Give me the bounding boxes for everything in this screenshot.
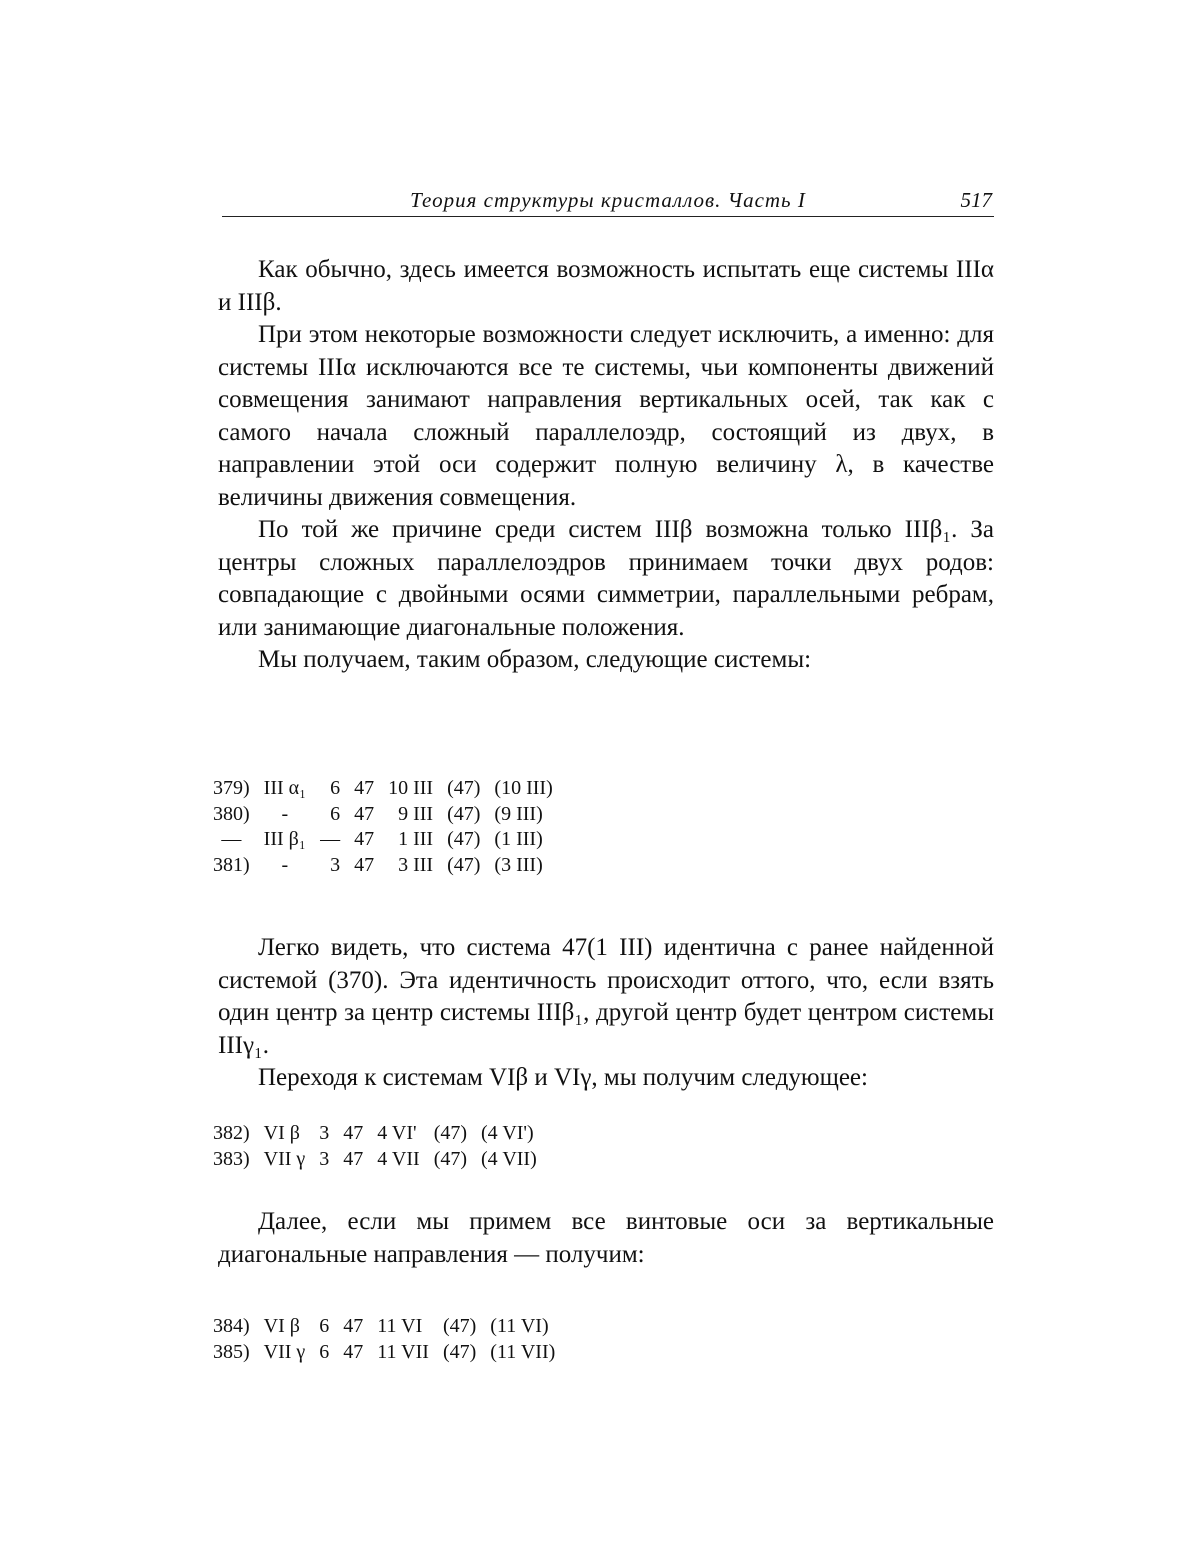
cell: (3 III) <box>494 853 566 879</box>
paragraph: Как обычно, здесь имеется возможность испытать еще системы IIIα и IIIβ. <box>218 254 994 319</box>
book-page <box>0 0 1200 1560</box>
paragraph: Переходя к системам VIβ и VIγ, мы получим следующее: <box>218 1062 994 1095</box>
systems-table-2 <box>213 1121 551 1172</box>
row-number: 385) <box>213 1340 264 1366</box>
cell: (47) <box>447 802 494 828</box>
cell: (4 VI') <box>481 1121 551 1147</box>
cell: 4 VII <box>377 1147 433 1173</box>
table-row <box>213 853 567 879</box>
system-symbol: III α₁ <box>264 776 320 802</box>
table-row <box>213 1314 569 1340</box>
cell: 6 <box>319 1340 343 1366</box>
system-symbol: VI β <box>264 1314 320 1340</box>
cell: 10 III <box>388 776 447 802</box>
cell: 47 <box>343 1340 377 1366</box>
row-number: 380) <box>213 802 264 828</box>
cell: 47 <box>354 802 388 828</box>
cell: 47 <box>354 776 388 802</box>
cell: 3 <box>319 1147 343 1173</box>
cell: 1 III <box>388 827 447 853</box>
cell: 47 <box>354 853 388 879</box>
cell: (4 VII) <box>481 1147 551 1173</box>
paragraph: Легко видеть, что система 47(1 III) идентична с ранее найденной системой (370). Эта идентичность происходит оттого, что, если взять один центр за центр системы IIIβ₁, другой центр будет центром системы IIIγ₁. <box>218 932 994 1062</box>
row-number: 383) <box>213 1147 264 1173</box>
table-row <box>213 827 567 853</box>
system-symbol: III β₁ <box>264 827 320 853</box>
cell: (47) <box>434 1147 481 1173</box>
running-header <box>222 186 994 217</box>
cell: 47 <box>343 1314 377 1340</box>
table-row <box>213 1147 551 1173</box>
paragraph: При этом некоторые возможности следует исключить, а именно: для системы IIIα исключаются все те системы, чьи компоненты движений совмещения занимают направления вертикальных осей, так как с самого начала сложный параллелоэдр, состоящий из двух, в направлении этой оси содержит полную величину λ, в качестве величины движения совмещения. <box>218 319 994 514</box>
text-block-3 <box>218 1206 994 1271</box>
page-number: 517 <box>961 188 993 213</box>
cell: (47) <box>443 1340 490 1366</box>
systems-table-1 <box>213 776 567 878</box>
table-row <box>213 776 567 802</box>
table-row <box>213 802 567 828</box>
cell: (11 VII) <box>490 1340 569 1366</box>
cell: (9 III) <box>494 802 566 828</box>
row-number: 379) <box>213 776 264 802</box>
cell: (47) <box>443 1314 490 1340</box>
table-row <box>213 1121 551 1147</box>
row-number: 381) <box>213 853 264 879</box>
row-number: 382) <box>213 1121 264 1147</box>
cell: 6 <box>320 776 354 802</box>
text-block-2 <box>218 932 994 1095</box>
table-row <box>213 1340 569 1366</box>
system-symbol: VII γ <box>264 1147 320 1173</box>
cell: (47) <box>447 827 494 853</box>
cell: 3 <box>319 1121 343 1147</box>
cell: (10 III) <box>494 776 566 802</box>
system-symbol: - <box>264 853 320 879</box>
paragraph: Мы получаем, таким образом, следующие системы: <box>218 644 994 677</box>
cell: 3 III <box>388 853 447 879</box>
cell: 6 <box>320 802 354 828</box>
cell: (11 VI) <box>490 1314 569 1340</box>
text-block-1 <box>218 254 994 677</box>
row-number: — <box>213 827 264 853</box>
cell: — <box>320 827 354 853</box>
cell: 11 VII <box>377 1340 443 1366</box>
cell: (1 III) <box>494 827 566 853</box>
cell: (47) <box>447 776 494 802</box>
cell: 6 <box>319 1314 343 1340</box>
row-number: 384) <box>213 1314 264 1340</box>
cell: 47 <box>354 827 388 853</box>
system-symbol: VI β <box>264 1121 320 1147</box>
system-symbol: - <box>264 802 320 828</box>
running-title: Теория структуры кристаллов. Часть I <box>222 188 994 213</box>
cell: 3 <box>320 853 354 879</box>
systems-table-3 <box>213 1314 569 1365</box>
cell: 47 <box>343 1121 377 1147</box>
cell: (47) <box>447 853 494 879</box>
cell: 11 VI <box>377 1314 443 1340</box>
cell: 9 III <box>388 802 447 828</box>
system-symbol: VII γ <box>264 1340 320 1366</box>
paragraph: Далее, если мы примем все винтовые оси за вертикальные диагональные направления — получим: <box>218 1206 994 1271</box>
paragraph: По той же причине среди систем IIIβ возможна только IIIβ₁. За центры сложных параллелоэдров принимаем точки двух родов: совпадающие с двойными осями симметрии, параллельными ребрам, или занимающие диагональные положения. <box>218 514 994 644</box>
cell: (47) <box>434 1121 481 1147</box>
cell: 4 VI' <box>377 1121 433 1147</box>
cell: 47 <box>343 1147 377 1173</box>
